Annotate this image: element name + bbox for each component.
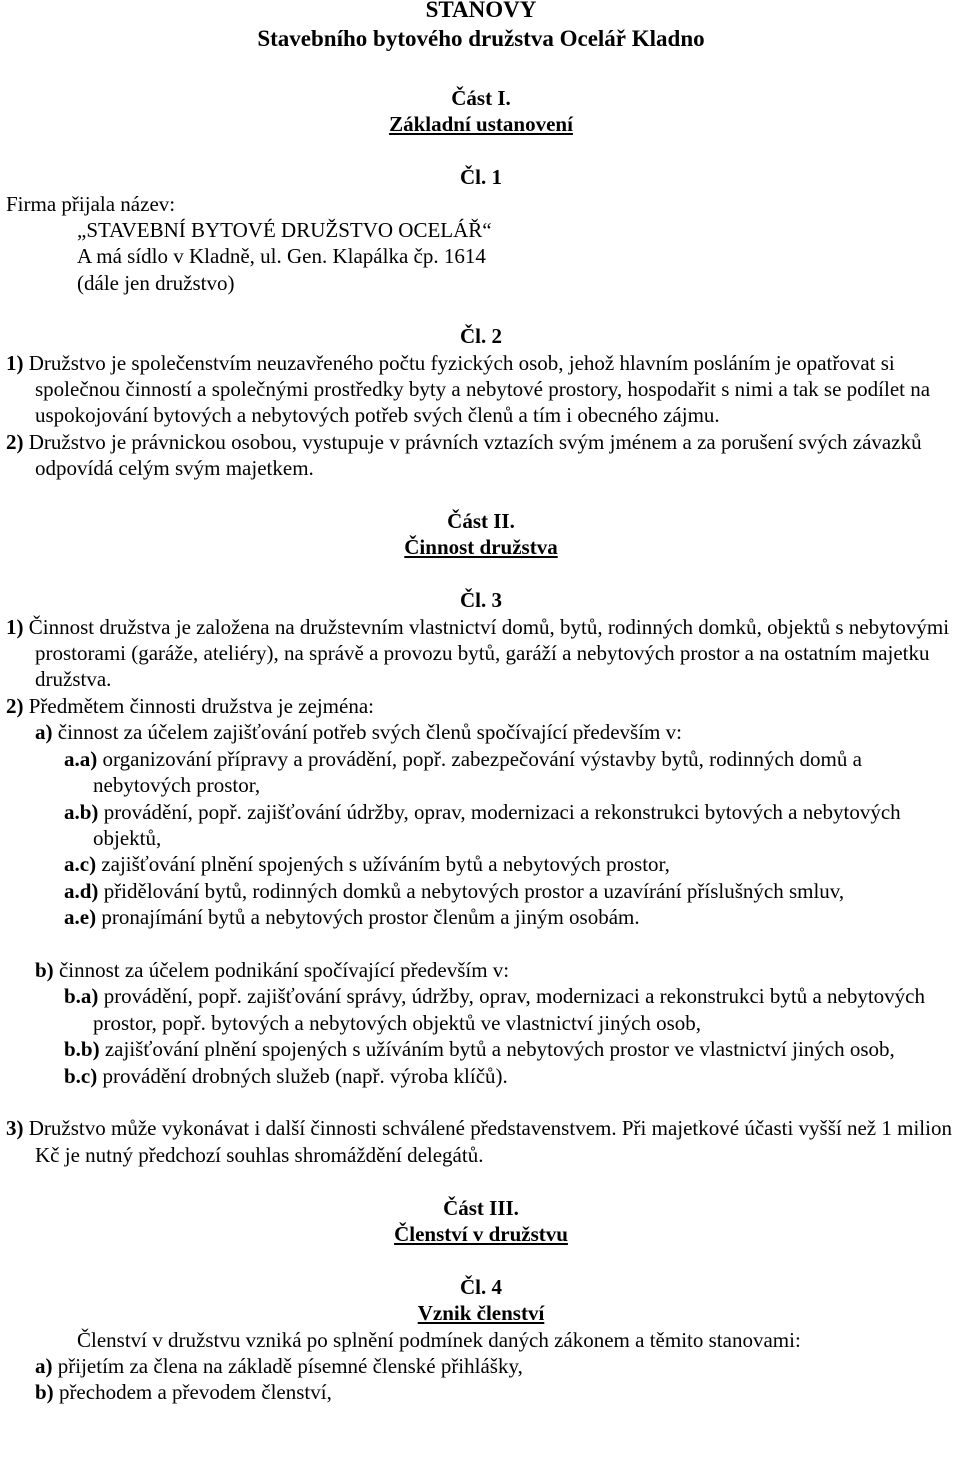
part-2-label: Část II.	[447, 509, 515, 534]
art3-paragraph-1: 1) Činnost družstva je založena na družstevním vlastnictví domů, bytů, rodinných domků, objektů s nebytovými prostorami (garáže, ateliéry), na správě a provozu bytů, garáží a nebytových prostor a na ostatním majetku družstva.	[6, 614, 950, 692]
article-4-label: Čl. 4	[460, 1274, 502, 1299]
art3-subitem: a.c) zajišťování plnění spojených s užíváním bytů a nebytových prostor,	[64, 852, 670, 877]
art3-subitem: b.b) zajišťování plnění spojených s užíváním bytů a nebytových prostor ve vlastnictví jiných osob,	[64, 1037, 895, 1062]
art3-paragraph-3: 3) Družstvo může vykonávat i další činnosti schválené představenstvem. Při majetkové účasti vyšší než 1 milion Kč je nutný předchozí souhlas shromáždění delegátů.	[6, 1116, 952, 1167]
article-1-label: Čl. 1	[460, 165, 502, 190]
art1-line: A má sídlo v Kladně, ul. Gen. Klapálka čp. 1614	[77, 244, 486, 269]
art3-subitem: a.b) provádění, popř. zajišťování údržby, oprav, modernizaci a rekonstrukci bytových a nebytových objektů,	[64, 799, 901, 850]
art2-paragraph: 1) Družstvo je společenstvím neuzavřeného počtu fyzických osob, jehož hlavním posláním je opatřovat si společnou činností a společnými prostředky byty a nebytové prostory, hospodařit s nimi a tak se podílet na uspokojování bytových a nebytových potřeb svých členů a tím i obecného zájmu.	[6, 350, 931, 428]
article-2-label: Čl. 2	[460, 324, 502, 349]
art1-line: „STAVEBNÍ BYTOVÉ DRUŽSTVO OCELÁŘ“	[77, 218, 492, 243]
art4-item: b) přechodem a převodem členství,	[35, 1380, 332, 1405]
document-title: STANOVY	[425, 0, 537, 22]
art4-intro: Členství v družstvu vzniká po splnění podmínek daných zákonem a těmito stanovami:	[77, 1327, 801, 1352]
part-3-label: Část III.	[443, 1195, 519, 1220]
article-1-body	[6, 191, 956, 297]
art3-item-a: a) činnost za účelem zajišťování potřeb svých členů spočívající především v:	[35, 720, 682, 745]
art3-subitem: b.a) provádění, popř. zajišťování správy, údržby, oprav, modernizaci a rekonstrukci bytů a nebytových prostor, popř. bytových a nebytových objektů ve vlastnictví jiných osob,	[64, 984, 925, 1035]
art3-subitem: a.a) organizování přípravy a provádění, popř. zabezpečování výstavby bytů, rodinných domů a nebytových prostor,	[64, 746, 862, 798]
part-1-label: Část I.	[451, 86, 511, 110]
art3-item-b: b) činnost za účelem podnikání spočívající především v:	[35, 957, 510, 982]
art4-item: a) přijetím za člena na základě písemné členské přihlášky,	[35, 1353, 523, 1378]
document-subtitle: Stavebního bytového družstva Ocelář Kladno	[257, 26, 705, 51]
part-1-name: Základní ustanovení	[389, 112, 573, 137]
art2-paragraph: 2) Družstvo je právnickou osobou, vystupuje v právních vztazích svým jménem a za porušení svých závazků odpovídá celým svým majetkem.	[6, 429, 922, 481]
art3-paragraph-2: 2) Předmětem činnosti družstva je zejména:	[6, 693, 374, 718]
document-page	[6, 0, 956, 1406]
part-2-name: Činnost družstva	[404, 535, 558, 560]
art3-subitem: b.c) provádění drobných služeb (např. výroba klíčů).	[64, 1063, 508, 1088]
part-3-name: Členství v družstvu	[394, 1221, 568, 1246]
art3-subitem: a.d) přidělování bytů, rodinných domků a nebytových prostor a uzavírání příslušných smluv,	[64, 878, 845, 903]
art1-line: (dále jen družstvo)	[77, 270, 235, 295]
art1-line: Firma přijala název:	[6, 191, 176, 216]
article-3-label: Čl. 3	[460, 588, 502, 613]
art3-subitem: a.e) pronajímání bytů a nebytových prostor členům a jiným osobám.	[64, 905, 640, 930]
article-4-title: Vznik členství	[417, 1301, 545, 1326]
